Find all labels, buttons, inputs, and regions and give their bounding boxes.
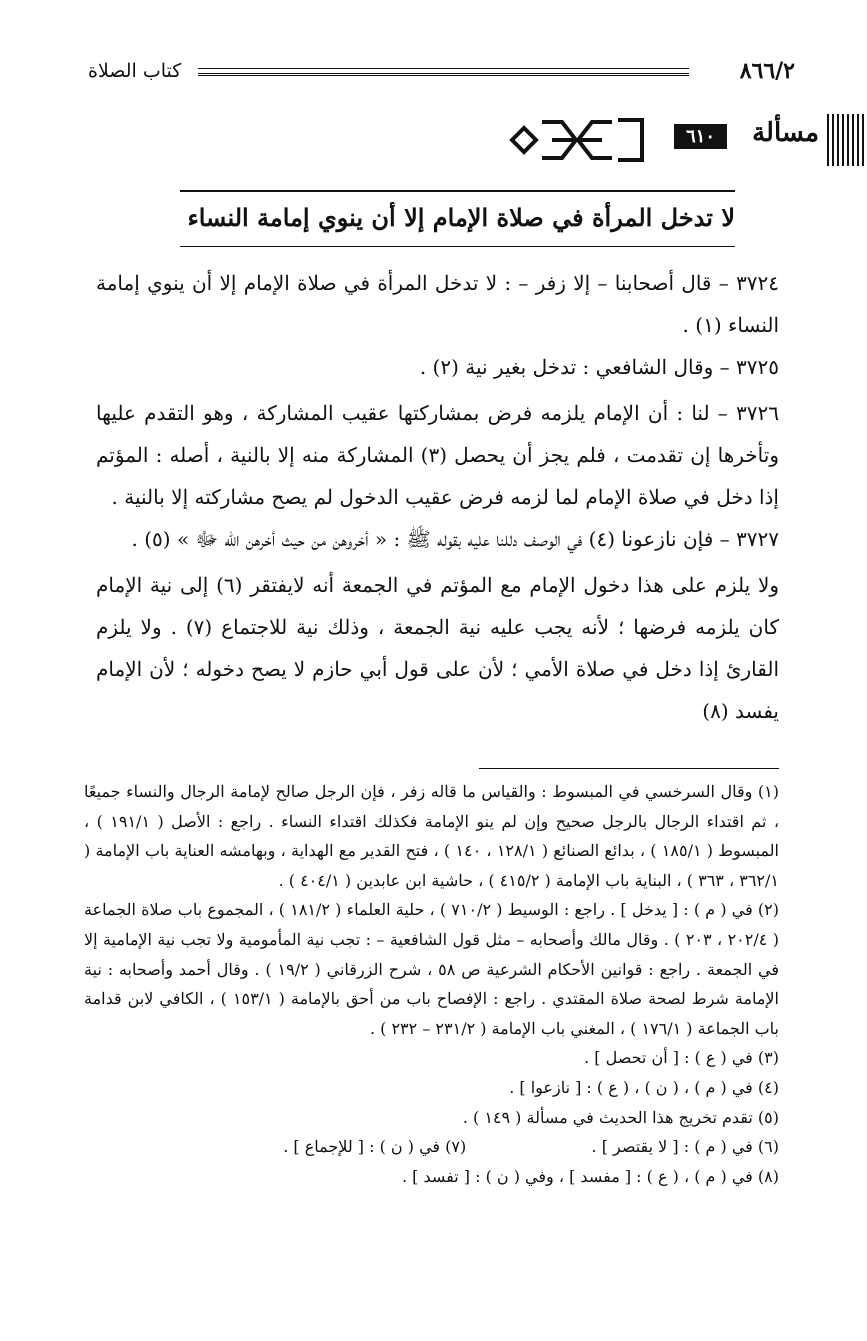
footnote: (٦) في ( م ) : [ لا يقتصر ] . <box>591 1137 779 1157</box>
footnote: (١) وقال السرخسي في المبسوط : والقياس ما قاله زفر ، فإن الرجل صالح لإمامة الرجال والنساء جميعًا ، ثم اقتداء الرجال بالرجل صحيح وإن لم ينو الإمامة فكذلك اقتداء النساء . راجع : الأصل ( ١٩١/١ ) ، المبسوط ( ١٨٥/١ ) ، بدائع الصنائع ( ١٢٨/١ ، ١٤٠ ) ، فتح القدير مع الهداية ، وبهامشه العناية باب الإمامة ( ٣٦٢/١ ، ٣٦٣ ) ، البناية باب الإمامة ( ٤١٥/٢ ) ، حاشية ابن عابدين ( ٤٠٤/١ ) . <box>84 782 780 890</box>
stripes-ornament <box>827 114 867 166</box>
page-number: ٨٦٦/٢ <box>739 58 795 84</box>
footnotes <box>84 777 779 1191</box>
running-header <box>88 58 795 88</box>
title-rule-bottom <box>180 246 735 247</box>
main-text <box>96 262 779 732</box>
title-rule-top <box>180 190 735 192</box>
footnote: (٢) في ( م ) : [ يدخل ] . راجع : الوسيط ( ٧١٠/٢ ) ، حلية العلماء ( ١٨١/٢ ) ، المجموع باب صلاة الجماعة ( ٢٠٢/٤ ، ٢٠٣ ) . وقال مالك وأصحابه – مثل قول الشافعية – : تجب نية المأمومية ولا تجب نية الإمامية إلا في الجمعة . راجع : قوانين الأحكام الشرعية ص ٥٨ ، شرح الزرقاني ( ١٩/٢ ) . وقال أحمد وأصحابه : نية الإمامة شرط لصحة صلاة المقتدي . راجع : الإفصاح باب من أحق بالإمامة ( ١٥٣/١ ) ، الكافي لابن قدامة باب الجماعة ( ١٧٦/١ ) ، المغني باب الإمامة ( ٢٣١/٢ – ٢٣٢ ) . <box>84 900 780 1038</box>
paragraph: ٣٧٢٦ – لنا : أن الإمام يلزمه فرض بمشاركتها عقيب المشاركة ، وهو التقدم عليها وتأخرها إن تقدمت ، فلم يجز أن يحصل (٣) المشاركة منه إلا بالنية ، أصله : المؤتم إذا دخل في صلاة الإمام لما لزمه فرض عقيب الدخول لم يصح مشاركته إلا بالنية . <box>96 401 779 509</box>
footnote: (٣) في ( ع ) : [ أن تحصل ] . <box>584 1048 779 1068</box>
book-title: كتاب الصلاة <box>88 60 182 82</box>
issue-title: لا تدخل المرأة في صلاة الإمام إلا أن ينوي إمامة النساء <box>187 203 735 232</box>
footnote: (٧) في ( ن ) : [ للإجماع ] . <box>283 1137 467 1157</box>
paragraph: ٣٧٢٧ – فإن نازعونا (٤) في الوصف دللنا عليه بقوله ﷺ : « أخروهن من حيث أخرهن الله ﷻ » (٥) . <box>131 527 779 551</box>
footnote: (٤) في ( م ) ، ( ن ) ، ( ع ) : [ نازعوا ] . <box>509 1077 779 1097</box>
footnote: (٥) تقدم تخريج هذا الحديث في مسألة ( ١٤٩ ) . <box>462 1107 779 1127</box>
section-number: ٦١٠ <box>674 124 727 149</box>
footnote-pair <box>84 1132 779 1162</box>
footnote-separator <box>479 768 779 769</box>
paragraph: ٣٧٢٤ – قال أصحابنا – إلا زفر – : لا تدخل المرأة في صلاة الإمام إلا أن ينوي إمامة النساء (١) . <box>96 271 779 337</box>
paragraph: ٣٧٢٥ – وقال الشافعي : تدخل بغير نية (٢) . <box>419 355 779 379</box>
section-banner <box>447 112 867 168</box>
section-label: مسألة <box>752 118 819 148</box>
paragraph: ولا يلزم على هذا دخول الإمام مع المؤتم في الجمعة أنه لايفتقر (٦) إلى نية الإمام كان يلزمه فرضها ؛ لأنه يجب عليه نية الجمعة ، وذلك نية للاجتماع (٧) . ولا يلزم القارئ إذا دخل في صلاة الأمي ؛ لأن على قول أبي حازم لا يصح دخوله ؛ لأن الإمام يفسد (٨) <box>96 573 780 723</box>
footnote: (٨) في ( م ) ، ( ع ) : [ مفسد ] ، وفي ( ن ) : [ تفسد ] . <box>401 1166 779 1186</box>
header-rule <box>198 68 689 76</box>
knot-ornament-icon <box>502 112 652 168</box>
